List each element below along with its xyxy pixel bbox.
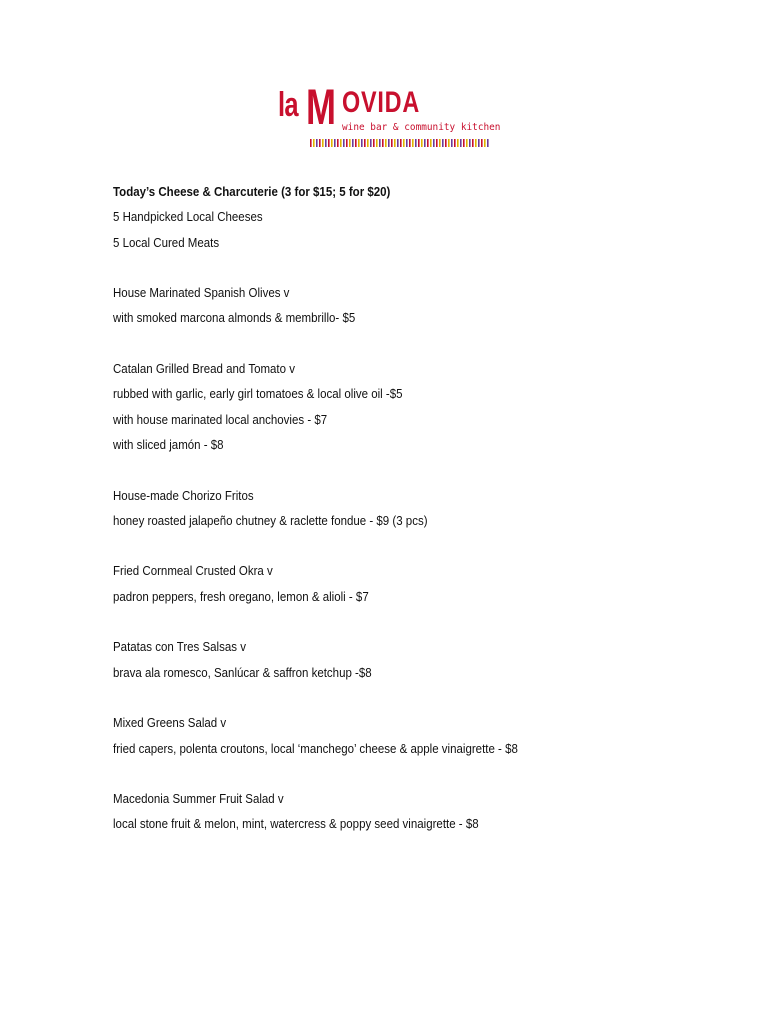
- spacer: [113, 458, 733, 483]
- logo-stripe: [319, 139, 321, 147]
- logo-stripe: [376, 139, 378, 147]
- logo-stripe: [388, 139, 390, 147]
- logo-stripe: [337, 139, 339, 147]
- menu-item-desc: with sliced jamón - $8: [113, 437, 224, 452]
- logo-stripe: [463, 139, 465, 147]
- menu-item-desc: rubbed with garlic, early girl tomatoes & local olive oil -$5: [113, 387, 403, 402]
- logo-stripe: [340, 139, 342, 147]
- spacer: [113, 610, 733, 635]
- logo-stripe: [418, 139, 420, 147]
- logo-la: la: [278, 86, 298, 124]
- menu-item-title: House Marinated Spanish Olives v: [113, 286, 290, 301]
- logo-stripe: [391, 139, 393, 147]
- logo-stripe: [352, 139, 354, 147]
- logo-stripe: [457, 139, 459, 147]
- spacer: [113, 332, 733, 357]
- logo-stripe: [469, 139, 471, 147]
- logo-stripe: [436, 139, 438, 147]
- logo-stripe: [349, 139, 351, 147]
- logo-stripe: [382, 139, 384, 147]
- logo-stripe: [403, 139, 405, 147]
- logo-stripe: [346, 139, 348, 147]
- logo-stripe: [397, 139, 399, 147]
- logo-stripe: [421, 139, 423, 147]
- menu-item-desc: local stone fruit & melon, mint, watercress & poppy seed vinaigrette - $8: [113, 817, 479, 832]
- logo-stripe: [412, 139, 414, 147]
- logo-stripe: [328, 139, 330, 147]
- logo-stripe: [406, 139, 408, 147]
- logo-stripe: [325, 139, 327, 147]
- logo-stripe: [313, 139, 315, 147]
- cheese-line: 5 Handpicked Local Cheeses: [113, 210, 263, 225]
- logo-stripe: [367, 139, 369, 147]
- logo-stripe: [415, 139, 417, 147]
- menu-item-title: Mixed Greens Salad v: [113, 716, 227, 731]
- logo-stripe: [427, 139, 429, 147]
- logo-tagline: wine bar & community kitchen: [342, 122, 501, 133]
- logo-stripe: [385, 139, 387, 147]
- logo-stripe: [364, 139, 366, 147]
- logo-stripe: [331, 139, 333, 147]
- logo-ovida: OVIDA: [342, 86, 421, 119]
- logo-stripe: [433, 139, 435, 147]
- spacer: [113, 762, 733, 787]
- spacer: [113, 686, 733, 711]
- logo-stripe: [424, 139, 426, 147]
- logo-stripe: [445, 139, 447, 147]
- logo-stripe: [370, 139, 372, 147]
- logo-stripe: [373, 139, 375, 147]
- logo-stripe: [475, 139, 477, 147]
- logo-m: M: [306, 79, 336, 135]
- logo-stripe: [400, 139, 402, 147]
- logo-stripe: [466, 139, 468, 147]
- cheese-title: Today’s Cheese & Charcuterie (3 for $15; 5 for $20): [113, 185, 391, 199]
- menu: [113, 180, 733, 838]
- logo-stripes: [310, 139, 490, 147]
- logo-stripe: [361, 139, 363, 147]
- menu-item-desc: with house marinated local anchovies - $7: [113, 412, 328, 427]
- logo-stripe: [310, 139, 312, 147]
- logo-stripe: [484, 139, 486, 147]
- menu-item-desc: with smoked marcona almonds & membrillo- $5: [113, 311, 356, 326]
- spacer: [113, 256, 733, 281]
- spacer: [113, 534, 733, 559]
- la-movida-logo: [276, 79, 501, 150]
- logo-stripe: [439, 139, 441, 147]
- logo-stripe: [448, 139, 450, 147]
- menu-item-desc: brava ala romesco, Sanlúcar & saffron ketchup -$8: [113, 665, 372, 680]
- logo-stripe: [460, 139, 462, 147]
- logo-stripe: [316, 139, 318, 147]
- logo-stripe: [442, 139, 444, 147]
- logo-stripe: [472, 139, 474, 147]
- logo-stripe: [379, 139, 381, 147]
- logo-stripe: [355, 139, 357, 147]
- logo-stripe: [487, 139, 489, 147]
- logo-stripe: [409, 139, 411, 147]
- logo-stripe: [478, 139, 480, 147]
- menu-item-desc: honey roasted jalapeño chutney & raclette fondue - $9 (3 pcs): [113, 513, 428, 528]
- logo-stripe: [343, 139, 345, 147]
- menu-item-desc: fried capers, polenta croutons, local ‘manchego’ cheese & apple vinaigrette - $8: [113, 741, 518, 756]
- menu-item-title: Fried Cornmeal Crusted Okra v: [113, 564, 273, 579]
- menu-item-title: Catalan Grilled Bread and Tomato v: [113, 362, 295, 377]
- menu-item-title: Patatas con Tres Salsas v: [113, 640, 246, 655]
- menu-item-title: House-made Chorizo Fritos: [113, 488, 254, 503]
- logo-stripe: [394, 139, 396, 147]
- menu-item-title: Macedonia Summer Fruit Salad v: [113, 792, 284, 807]
- logo-stripe: [430, 139, 432, 147]
- logo-stripe: [334, 139, 336, 147]
- cheese-line: 5 Local Cured Meats: [113, 235, 220, 250]
- logo-stripe: [481, 139, 483, 147]
- logo-stripe: [322, 139, 324, 147]
- logo-stripe: [454, 139, 456, 147]
- logo-stripe: [358, 139, 360, 147]
- menu-item-desc: padron peppers, fresh oregano, lemon & alioli - $7: [113, 589, 369, 604]
- logo-stripe: [451, 139, 453, 147]
